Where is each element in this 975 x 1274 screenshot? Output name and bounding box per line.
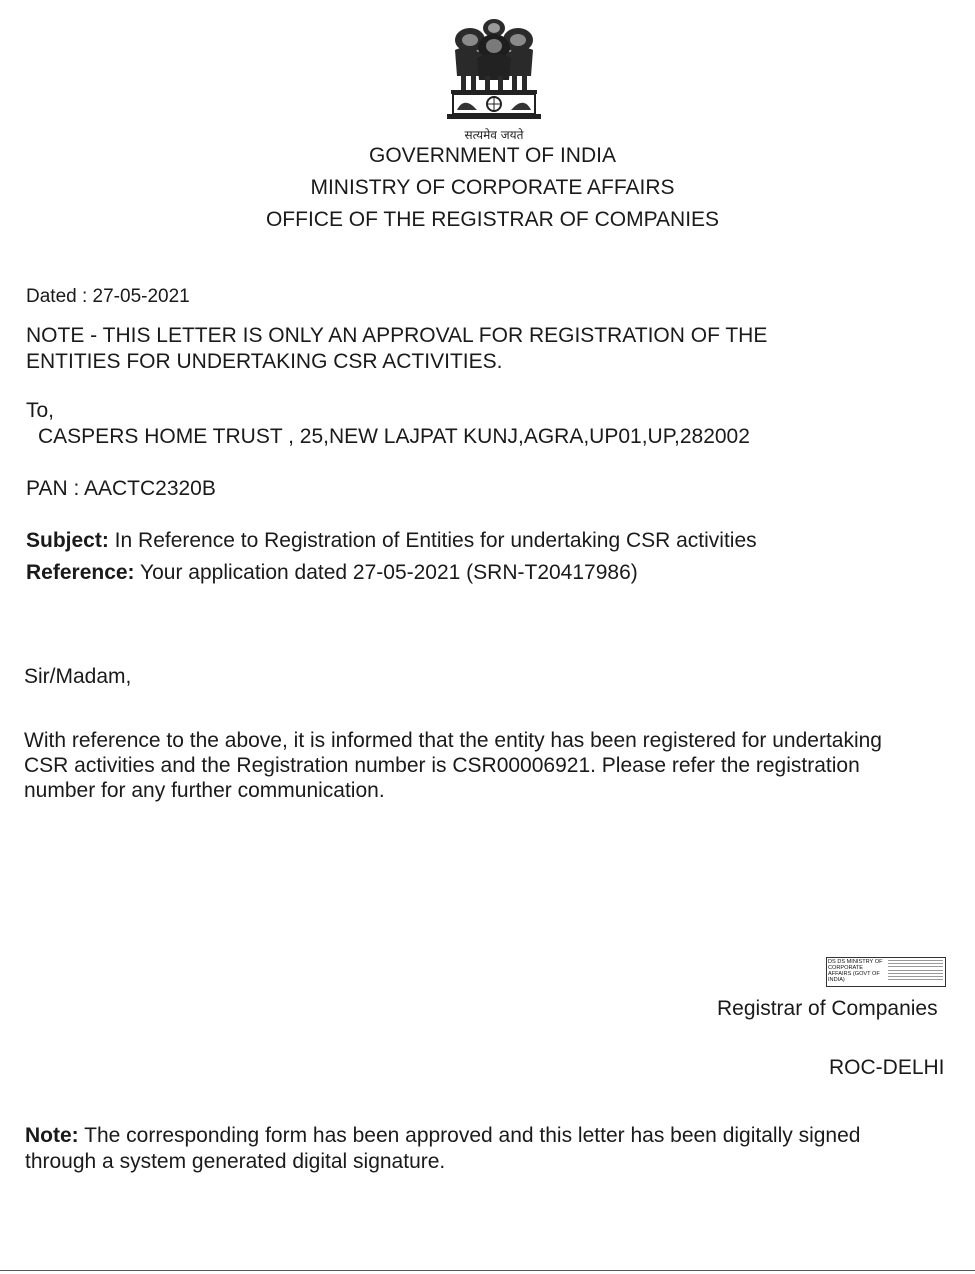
letter-date: Dated : 27-05-2021: [26, 286, 190, 307]
signature-stamp-text: DS DS MINISTRY OF CORPORATE AFFAIRS (GOVT OF INDIA): [828, 959, 883, 983]
subject-line: [26, 528, 757, 554]
to-label: To,: [26, 399, 55, 422]
salutation: Sir/Madam,: [24, 665, 132, 688]
footer-note-line1: [25, 1123, 860, 1149]
approval-note-line1: NOTE - THIS LETTER IS ONLY AN APPROVAL FOR REGISTRATION OF THE: [26, 324, 768, 347]
subject-label: Subject:: [26, 529, 109, 552]
body-line1: With reference to the above, it is informed that the entity has been registered for undertaking: [24, 729, 882, 752]
body-line3: number for any further communication.: [24, 779, 385, 802]
national-emblem: [437, 14, 551, 124]
header-ministry: MINISTRY OF CORPORATE AFFAIRS: [310, 176, 675, 199]
signatory-office: ROC-DELHI: [829, 1056, 945, 1079]
pan-number: PAN : AACTC2320B: [26, 477, 216, 500]
approval-note-line2: ENTITIES FOR UNDERTAKING CSR ACTIVITIES.: [26, 350, 503, 373]
footer-note-label: Note:: [25, 1124, 79, 1147]
footer-note-text: The corresponding form has been approved and this letter has been digitally signed: [78, 1124, 861, 1147]
digital-signature-stamp: [826, 957, 946, 987]
emblem-motto: सत्यमेव जयते: [464, 128, 524, 142]
subject-text: In Reference to Registration of Entities for undertaking CSR activities: [108, 529, 757, 552]
addressee: CASPERS HOME TRUST , 25,NEW LAJPAT KUNJ,AGRA,UP01,UP,282002: [38, 425, 750, 448]
page-bottom-divider: [0, 1270, 975, 1271]
header-government: GOVERNMENT OF INDIA: [369, 144, 616, 167]
header-office: OFFICE OF THE REGISTRAR OF COMPANIES: [265, 208, 720, 231]
signatory-title: Registrar of Companies: [717, 997, 938, 1020]
lion-capital-icon: [437, 14, 551, 124]
reference-line: [26, 560, 638, 586]
signature-details-lines: [886, 958, 945, 986]
footer-note-line2: through a system generated digital signature.: [25, 1150, 446, 1173]
reference-text: Your application dated 27-05-2021 (SRN-T20417986): [134, 561, 638, 584]
reference-label: Reference:: [26, 561, 135, 584]
body-line2: CSR activities and the Registration number is CSR00006921. Please refer the registration: [24, 754, 860, 777]
